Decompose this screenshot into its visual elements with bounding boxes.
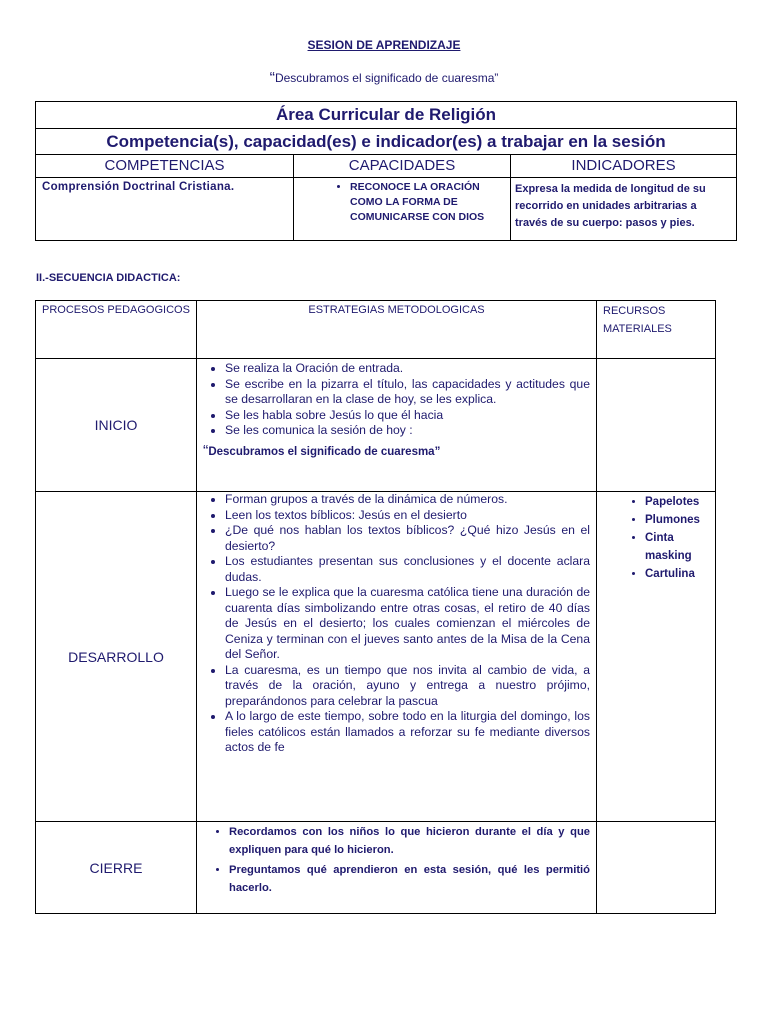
competencias-title: Competencia(s), capacidad(es) e indicador(es) a trabajar en la sesión (36, 129, 737, 155)
desarrollo-item: • ¿De qué nos hablan los textos bíblicos? ¿Qué hizo Jesús en el desierto? (225, 523, 590, 554)
section-title-secuencia: II.-SECUENCIA DIDACTICA: (36, 272, 181, 284)
inicio-item: • Se escribe en la pizarra el título, las capacidades y actitudes que se desarrollaran en la clase de hoy, se les explica. (225, 377, 590, 408)
inicio-quote-open: “ (203, 442, 209, 460)
inicio-quote-text: Descubramos el significado de cuaresma” (208, 445, 441, 458)
col-header-capacidades: CAPACIDADES (294, 155, 511, 178)
cierre-item: • Preguntamos qué aprendieron en esta sesión, qué les permitió hacerlo. (229, 861, 590, 897)
resource-item: • Papelotes (645, 493, 715, 511)
header-estrategias: ESTRATEGIAS METODOLOGICAS (197, 301, 597, 359)
session-subtitle (0, 70, 768, 88)
header-procesos: PROCESOS PEDAGOGICOS (36, 301, 197, 359)
competencia-cell (36, 178, 294, 241)
phase-cierre: CIERRE (36, 822, 197, 914)
inicio-item: • Se les comunica la sesión de hoy : (225, 423, 590, 439)
desarrollo-item: • A lo largo de este tiempo, sobre todo en la liturgia del domingo, los fieles católicos están llamados a reforzar su fe mediante diversos actos de fe (225, 709, 590, 756)
indicador-cell (511, 178, 737, 241)
subtitle-text: Descubramos el significado de cuaresma” (274, 71, 499, 85)
inicio-item: • Se realiza la Oración de entrada. (225, 361, 590, 377)
col-header-indicadores: INDICADORES (511, 155, 737, 178)
col-header-competencias: COMPETENCIAS (36, 155, 294, 178)
phase-desarrollo: DESARROLLO (36, 492, 197, 822)
resource-item: • Cartulina (645, 565, 715, 583)
inicio-strategies (197, 359, 597, 492)
desarrollo-item: • Leen los textos bíblicos: Jesús en el desierto (225, 508, 590, 524)
desarrollo-item: • Forman grupos a través de la dinámica de números. (225, 492, 590, 508)
curricular-area-table (35, 101, 737, 241)
capacidad-item: • RECONOCE LA ORACIÓN COMO LA FORMA DE COMUNICARSE CON DIOS (350, 180, 510, 225)
inicio-item: • Se les habla sobre Jesús lo que él hacia (225, 408, 590, 424)
didactic-sequence-table (35, 300, 716, 914)
inicio-resources (597, 359, 716, 492)
desarrollo-resources (597, 492, 716, 822)
area-title: Área Curricular de Religión (36, 102, 737, 129)
desarrollo-strategies (197, 492, 597, 822)
resource-item: • Cinta masking (645, 529, 715, 565)
resource-item: • Plumones (645, 511, 715, 529)
competencia-text: Comprensión Doctrinal Cristiana. (42, 181, 235, 193)
indicador-text: Expresa la medida de longitud de su recorrido en unidades arbitrarias a través de su cuerpo: pasos y pies. (515, 183, 706, 229)
desarrollo-item: • Luego se le explica que la cuaresma católica tiene una duración de cuarenta días simbolizando entre otras cosas, el retiro de 40 días de Jesús en el desierto; los cuales comienzan el miércoles de Ceniza y terminan con el jueves santo antes de la Misa de la Cena del Señor. (225, 585, 590, 663)
document-title: SESION DE APRENDIZAJE (307, 38, 461, 52)
desarrollo-item: • Los estudiantes presentan sus conclusiones y el docente aclara dudas. (225, 554, 590, 585)
subtitle-open-quote: “ (269, 70, 275, 87)
cierre-resources (597, 822, 716, 914)
desarrollo-item: • La cuaresma, es un tiempo que nos invita al cambio de vida, a través de la oración, ayuno y entrega a nuestro prójimo, preparándonos para celebrar la pascua (225, 663, 590, 710)
inicio-quote (203, 443, 590, 461)
capacidad-cell (294, 178, 511, 241)
phase-inicio: INICIO (36, 359, 197, 492)
cierre-item: • Recordamos con los niños lo que hicieron durante el día y que expliquen para qué lo hicieron. (229, 823, 590, 859)
cierre-strategies (197, 822, 597, 914)
header-recursos: RECURSOS MATERIALES (597, 301, 716, 359)
